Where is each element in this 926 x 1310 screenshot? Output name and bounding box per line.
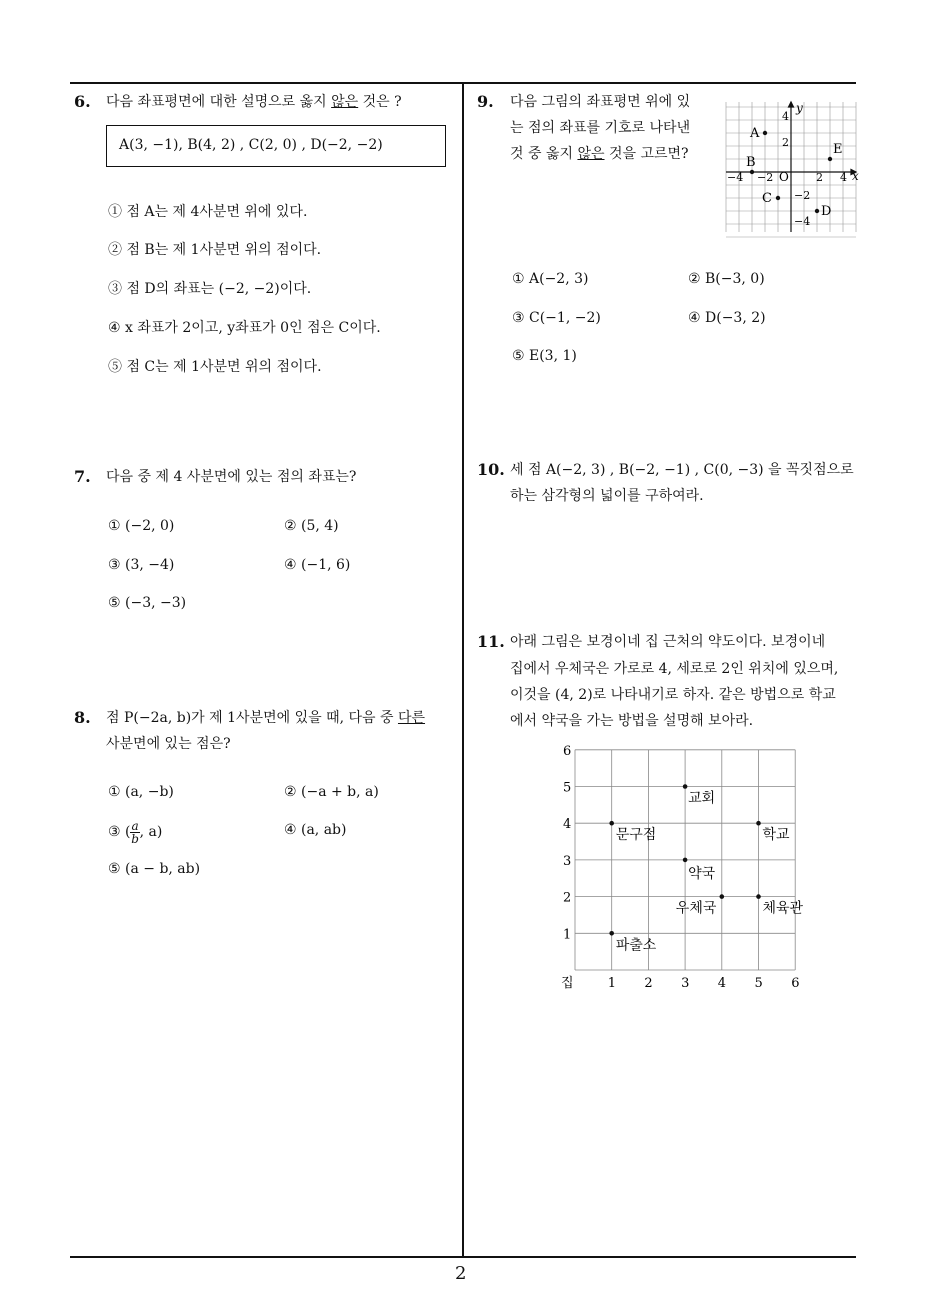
q6-option-4[interactable]: ④ x 좌표가 2이고, y좌표가 0인 점은 C이다. [108,320,381,336]
q7-option-5[interactable]: ⑤ (−3, −3) [108,595,187,611]
page-number: 2 [455,1263,467,1284]
q9-option-1[interactable]: ① A(−2, 3) [512,271,589,287]
q11-tick-y-3: 3 [563,853,572,869]
q8-option-3[interactable] [108,816,162,848]
q9-y-arrow [789,102,794,107]
q9-point-D [815,209,819,213]
q9-line3-pre: 것 중 옳지 [510,146,578,162]
q6-prompt-underlined: 않은 [331,94,359,110]
q11-place-dot [756,894,761,899]
q6-prompt [106,89,402,115]
q8-number: 8. [74,708,91,727]
q9-tick-x-neg2: −2 [757,171,774,184]
q11-tick-x-6: 6 [791,976,800,991]
column-divider [462,82,464,1258]
q6-point-box [106,125,446,167]
q9-tick-y-neg2: −2 [794,189,811,202]
q9-point-label-C: C [762,191,772,206]
q7-option-1[interactable]: ① (−2, 0) [108,518,175,534]
q9-point-label-E: E [833,142,843,157]
q7-option-2[interactable]: ② (5, 4) [284,518,339,534]
q11-place-dot [609,821,614,826]
q8-fraction-denominator: b [131,831,139,846]
q9-point-label-A: A [750,126,760,141]
q6-option-2[interactable]: ② 점 B는 제 1사분면 위의 점이다. [108,242,322,258]
q11-place-label: 문구점 [615,827,657,844]
q9-tick-x-4: 4 [840,171,847,184]
q11-tick-x-3: 3 [681,976,690,991]
q11-tick-y-2: 2 [563,890,572,906]
q9-option-3[interactable]: ③ C(−1, −2) [512,310,601,326]
q9-coordinate-graph [722,98,862,238]
q7-prompt: 다음 중 제 4 사분면에 있는 점의 좌표는? [106,469,357,485]
q8-option-4[interactable]: ④ (a, ab) [284,822,347,838]
q8-line1-underlined: 다른 [397,710,426,726]
q6-prompt-post: 것은 ? [358,94,402,110]
q11-place-dot [683,784,688,789]
q9-tick-y-4: 4 [782,110,789,123]
q9-number: 9. [477,92,494,111]
q9-tick-y-neg4: −4 [794,215,811,228]
q11-prompt-line1: 아래 그림은 보경이네 집 근처의 약도이다. 보경이네 [510,634,826,650]
q11-tick-y-5: 5 [563,780,572,796]
q10-prompt-line2: 하는 삼각형의 넓이를 구하여라. [510,488,704,504]
q9-prompt-line1: 다음 그림의 좌표평면 위에 있 [510,94,691,110]
q9-option-2[interactable]: ② B(−3, 0) [688,271,765,287]
q9-point-label-B: B [746,155,756,170]
q8-option-3-prefix: ③ ( [108,824,131,840]
q9-point-B [750,170,754,174]
q9-line3-underlined: 않은 [577,146,605,162]
q10-number: 10. [477,460,505,479]
q9-prompt-line2: 는 점의 좌표를 기호로 나타낸 [510,120,691,136]
q11-places [609,784,803,953]
q6-option-5[interactable]: ⑤ 점 C는 제 1사분면 위의 점이다. [108,359,322,375]
q9-tick-x-neg4: −4 [727,171,744,184]
q11-place-dot [609,931,614,936]
q9-line3-post: 것을 고르면? [604,146,689,162]
q6-option-1[interactable]: ① 점 A는 제 4사분면 위에 있다. [108,204,308,220]
q8-option-2[interactable]: ② (−a + b, a) [284,784,379,800]
q7-number: 7. [74,467,91,486]
q9-point-A [763,131,767,135]
q9-tick-y-2: 2 [782,136,789,149]
bottom-rule [70,1256,856,1258]
q9-option-5[interactable]: ⑤ E(3, 1) [512,348,577,364]
q11-tick-x-1: 1 [607,976,616,991]
q10-prompt-line1: 세 점 A(−2, 3) , B(−2, −1) , C(0, −3) 을 꼭짓점으로 [510,462,854,478]
q11-place-label: 체육관 [762,900,804,917]
q11-number: 11. [477,632,505,651]
q11-prompt-line3: 이것을 (4, 2)로 나타내기로 하자. 같은 방법으로 학교 [510,687,836,703]
q11-tick-x-5: 5 [754,976,763,991]
q9-axis-x-label: x [852,169,859,183]
q9-option-4[interactable]: ④ D(−3, 2) [688,310,766,326]
q11-tick-y-1: 1 [563,927,572,943]
q11-tick-x-4: 4 [717,976,727,991]
q11-tick-y-6: 6 [563,743,572,759]
q11-tick-labels [563,744,799,991]
q11-place-dot [720,894,725,899]
q8-fraction-numerator: a [131,818,139,833]
q9-origin-label: O [779,170,789,184]
q6-box-text: A(3, −1), B(4, 2) , C(2, 0) , D(−2, −2) [119,137,383,153]
q8-option-1[interactable]: ① (a, −b) [108,784,174,800]
q6-number: 6. [74,92,91,111]
q8-prompt-line1 [106,705,425,731]
q8-option-3-fraction [130,820,139,845]
q11-tick-x-2: 2 [644,976,653,991]
q11-prompt-line2: 집에서 우체국은 가로로 4, 세로로 2인 위치에 있으며, [510,661,839,677]
q11-place-label: 약국 [688,865,716,882]
q8-option-3-rest: , a) [139,824,163,840]
q11-place-label: 파출소 [615,937,657,954]
q11-place-dot [756,821,761,826]
q8-prompt-line2: 사분면에 있는 점은? [106,736,231,752]
q7-option-3[interactable]: ③ (3, −4) [108,557,175,573]
q8-option-5[interactable]: ⑤ (a − b, ab) [108,861,201,877]
q9-point-label-D: D [821,204,832,219]
q6-option-3[interactable]: ③ 점 D의 좌표는 (−2, −2)이다. [108,281,312,297]
q11-place-label: 학교 [762,827,790,844]
q9-point-E [828,157,832,161]
q8-line1-pre: 점 P(−2a, b)가 제 1사분면에 있을 때, 다음 중 [106,710,398,726]
q11-place-dot [683,858,688,863]
q7-option-4[interactable]: ④ (−1, 6) [284,557,351,573]
q11-map [555,740,805,995]
q9-axis-y-label: y [796,101,803,115]
q9-prompt-line3 [510,141,689,167]
q11-place-label: 우체국 [675,900,717,917]
q11-tick-y-4: 4 [563,817,572,833]
q9-tick-x-2: 2 [816,171,823,184]
q11-place-label: 교회 [688,790,716,807]
q11-origin-label: 집 [561,976,574,991]
q11-prompt-line4: 에서 약국을 가는 방법을 설명해 보아라. [510,713,754,729]
q9-point-C [776,196,780,200]
q6-prompt-pre: 다음 좌표평면에 대한 설명으로 옳지 [106,94,332,110]
